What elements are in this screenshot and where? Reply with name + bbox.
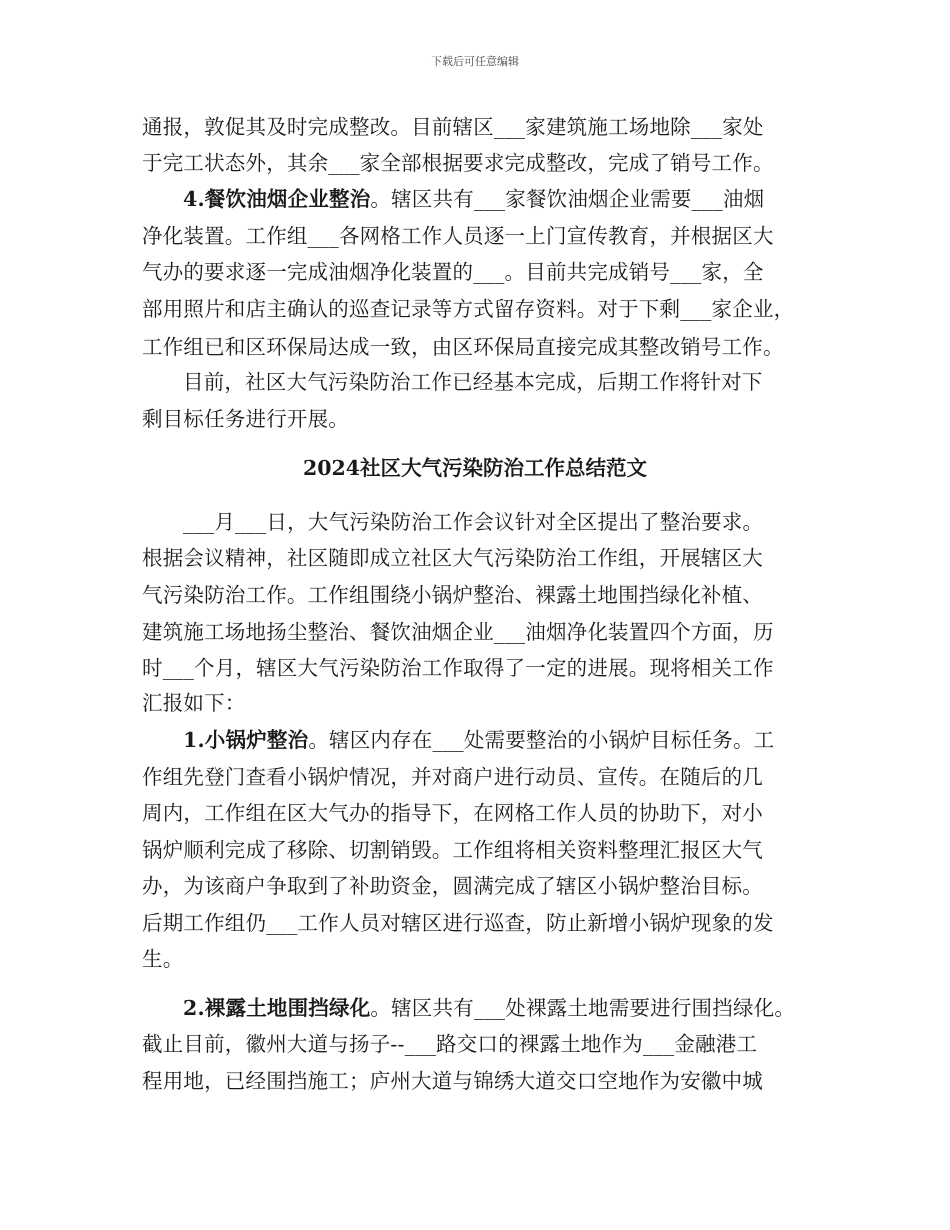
text-line: 作组先登门查看小锅炉情况，并对商户进行动员、宣传。在随后的几 (142, 765, 763, 789)
text-line: 生。 (142, 947, 184, 971)
text-line: 部用照片和店主确认的巡查记录等方式留存资料。对于下剩___家企业， (142, 297, 795, 321)
text-line: 工作组已和区环保局达成一致，由区环保局直接完成其整改销号工作。 (142, 335, 784, 359)
text-line: ___月___日，大气污染防治工作会议针对全区提出了整治要求。 (183, 510, 764, 534)
page-header-note: 下载后可任意编辑 (431, 55, 519, 68)
text-line: 办，为该商户争取到了补助资金，圆满完成了辖区小锅炉整治目标。 (142, 874, 763, 898)
text-line: 于完工状态外，其余___家全部根据要求完成整改，完成了销号工作。 (142, 151, 774, 175)
text-line: 截止目前，徽州大道与扬子--___路交口的裸露土地作为___金融港工 (142, 1032, 758, 1056)
text-line: 气污染防治工作。工作组围绕小锅炉整治、裸露土地围挡绿化补植、 (142, 583, 763, 607)
text-line: 4.餐饮油烟企业整治。辖区共有___家餐饮油烟企业需要___油烟 (183, 187, 765, 211)
text-line: 时___个月，辖区大气污染防治工作取得了一定的进展。现将相关工作 (142, 656, 774, 680)
text-line: 锅炉顺利完成了移除、切割销毁。工作组将相关资料整理汇报区大气 (142, 838, 763, 862)
text-line: 1.小锅炉整治。辖区内存在___处需要整治的小锅炉目标任务。工 (183, 728, 775, 752)
text-line: 程用地，已经围挡施工；庐州大道与锦绣大道交口空地作为安徽中城 (142, 1069, 763, 1093)
text-line: 汇报如下： (142, 691, 246, 715)
section-heading-land: 2.裸露土地围挡绿化 (183, 996, 371, 1020)
text-line: 净化装置。工作组___各网格工作人员逐一上门宣传教育，并根据区大 (142, 224, 774, 248)
text-line: 通报，敦促其及时完成整改。目前辖区___家建筑施工场地除___家处 (142, 115, 764, 139)
text-line: 根据会议精神，社区随即成立社区大气污染防治工作组，开展辖区大 (142, 546, 763, 570)
text-line: 周内，工作组在区大气办的指导下，在网格工作人员的协助下，对小 (142, 801, 763, 825)
text-line: 2.裸露土地围挡绿化。辖区共有___处裸露土地需要进行围挡绿化。 (183, 996, 796, 1020)
section-heading-boiler: 1.小锅炉整治 (183, 728, 309, 752)
document-title: 2024社区大气污染防治工作总结范文 (302, 456, 648, 480)
text-line: 目前，社区大气污染防治工作已经基本完成，后期工作将针对下 (183, 370, 763, 394)
text-line: 气办的要求逐一完成油烟净化装置的___。目前共完成销号___家，全 (142, 260, 764, 284)
text-line: 建筑施工场地扬尘整治、餐饮油烟企业___油烟净化装置四个方面，历 (142, 620, 774, 644)
section-heading-catering: 4.餐饮油烟企业整治 (183, 187, 371, 211)
text-line: 后期工作组仍___工作人员对辖区进行巡查，防止新增小锅炉现象的发 (142, 911, 774, 935)
text-line: 剩目标任务进行开展。 (142, 407, 349, 431)
